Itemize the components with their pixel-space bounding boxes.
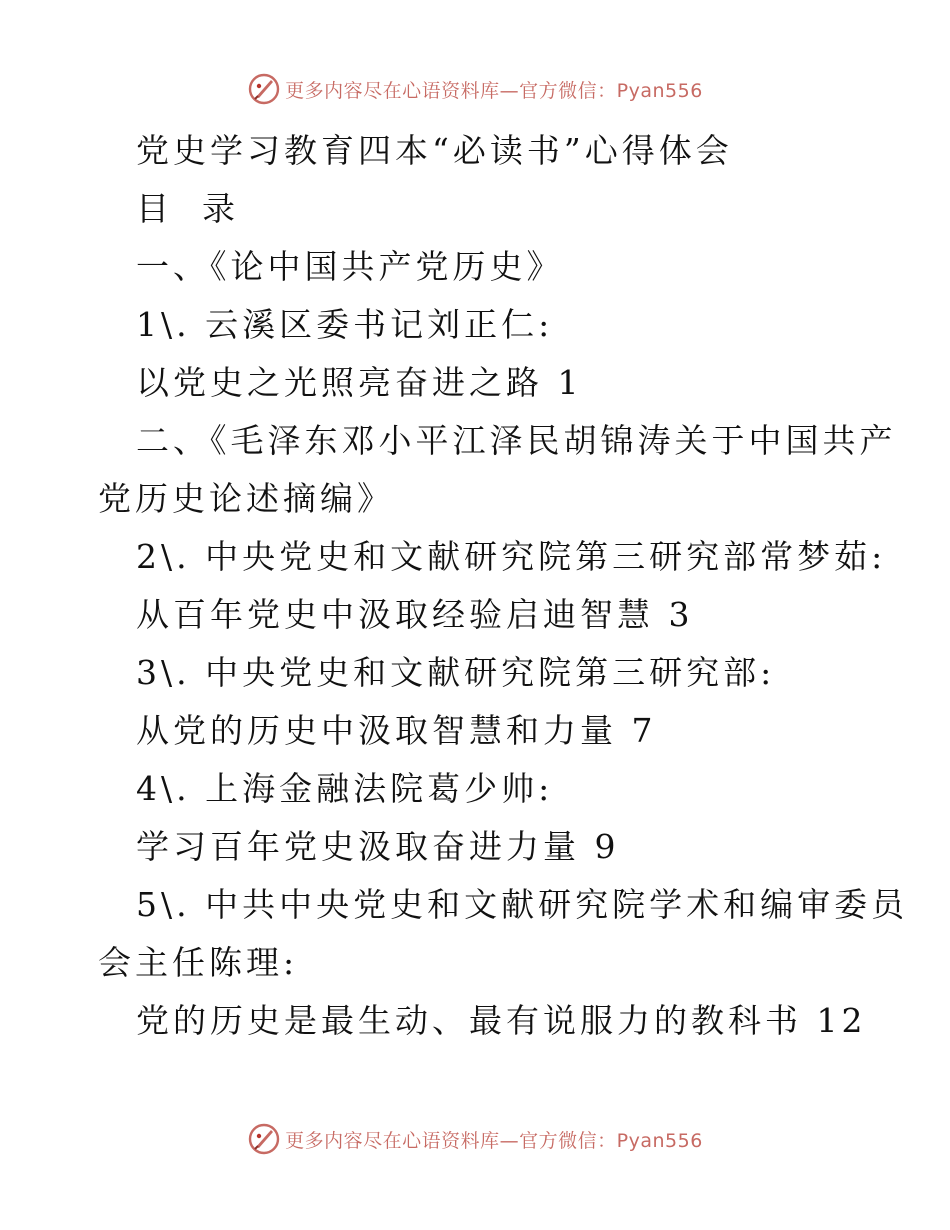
toc-section-2-cont: 党历史论述摘编》 xyxy=(98,479,394,518)
watermark-text: 更多内容尽在心语资料库—官方微信：Pyan556 xyxy=(285,1129,703,1152)
toc-entry-3-author: 3\. 中央党史和文献研究院第三研究部: xyxy=(136,653,776,692)
watermark-text: 更多内容尽在心语资料库—官方微信：Pyan556 xyxy=(285,79,703,102)
toc-entry-4-title: 学习百年党史汲取奋进力量 9 xyxy=(136,827,620,866)
toc-entry-3-title: 从党的历史中汲取智慧和力量 7 xyxy=(136,711,657,750)
quill-pen-icon xyxy=(247,72,281,106)
toc-section-1: 一、《论中国共产党历史》 xyxy=(136,247,564,286)
quill-pen-icon xyxy=(247,1122,281,1156)
toc-entry-5-title: 党的历史是最生动、最有说服力的教科书 12 xyxy=(136,1001,867,1040)
toc-entry-1-author: 1\. 云溪区委书记刘正仁: xyxy=(136,305,554,344)
toc-entry-4-author: 4\. 上海金融法院葛少帅: xyxy=(136,769,554,808)
document-body xyxy=(98,122,909,1050)
toc-entry-2-author: 2\. 中央党史和文献研究院第三研究部常梦茹: xyxy=(136,537,887,576)
toc-heading: 目 录 xyxy=(136,189,239,228)
toc-entry-5-author: 5\. 中共中央党史和文献研究院学术和编审委员 xyxy=(136,885,909,924)
footer-watermark xyxy=(0,1122,950,1156)
toc-section-2: 二、《毛泽东邓小平江泽民胡锦涛关于中国共产 xyxy=(136,421,897,460)
toc-entry-5-author-cont: 会主任陈理: xyxy=(98,943,299,982)
toc-entry-2-title: 从百年党史中汲取经验启迪智慧 3 xyxy=(136,595,694,634)
toc-entry-1-title: 以党史之光照亮奋进之路 1 xyxy=(136,363,583,402)
document-title: 党史学习教育四本“必读书”心得体会 xyxy=(136,131,733,170)
header-watermark xyxy=(0,72,950,106)
